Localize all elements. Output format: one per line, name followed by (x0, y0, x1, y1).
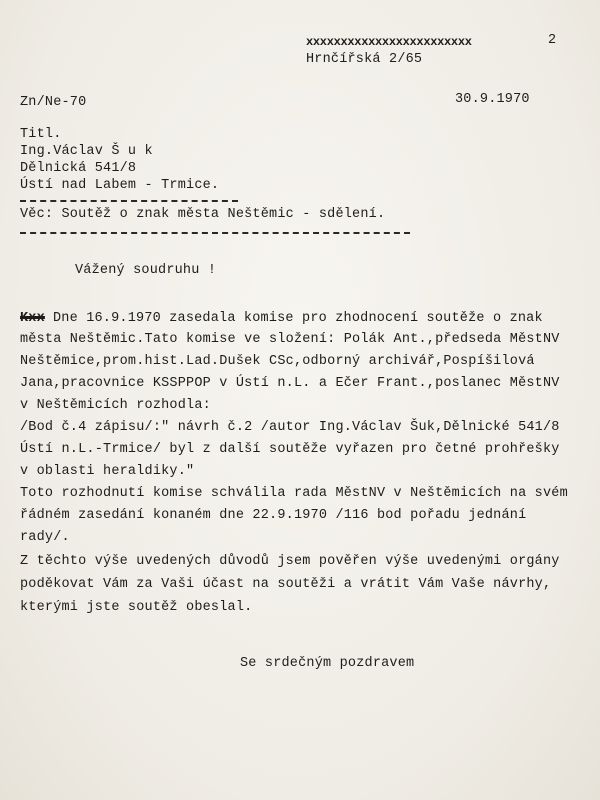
body-line: Z těchto výše uvedených důvodů jsem pověřen výše uvedenými orgány (20, 554, 560, 569)
body-line: Dne 16.9.1970 zasedala komise pro zhodnocení soutěže o znak (53, 311, 543, 326)
salutation: Vážený soudruhu ! (75, 263, 217, 278)
recipient-city: Ústí nad Labem - Trmice. (20, 178, 220, 193)
body-line: Ústí n.L.-Trmice/ byl z další soutěže vyřazen pro četné prohřešky (20, 442, 560, 457)
recipient-street: Dělnická 541/8 (20, 161, 137, 176)
body-line: řádném zasedání konaném dne 22.9.1970 /116 bod pořadu jednání (20, 508, 527, 523)
reference-number: Zn/Ne-70 (20, 95, 87, 110)
body-line: kterými jste soutěž obeslal. (20, 600, 253, 615)
body-line: Toto rozhodnutí komise schválila rada MěstNV v Neštěmicích na svém (20, 486, 568, 501)
closing-greeting: Se srdečným pozdravem (240, 656, 415, 671)
subject-rule-bottom (20, 232, 410, 234)
body-line: poděkovat Vám za Vaši účast na soutěži a vrátit Vám Vaše návrhy, (20, 577, 552, 592)
body-line: v Neštěmicích rozhodla: (20, 398, 211, 413)
body-line: rady/. (20, 530, 70, 545)
body-line: /Bod č.4 zápisu/:" návrh č.2 /autor Ing.Václav Šuk,Dělnické 541/8 (20, 420, 560, 435)
body-line: Jana,pracovnice KSSPPOP v Ústí n.L. a Ečer Frant.,poslanec MěstNV (20, 376, 560, 391)
body-line: města Neštěmic.Tato komise ve složení: Polák Ant.,předseda MěstNV (20, 332, 560, 347)
letter-date: 30.9.1970 (455, 92, 530, 107)
sender-address: Hrnčířská 2/65 (306, 52, 423, 67)
body-line: Neštěmice,prom.hist.Lad.Dušek CSc,odborný archivář,Pospíšilová (20, 354, 535, 369)
redacted-sender-line: xxxxxxxxxxxxxxxxxxxxxxxx (306, 35, 472, 49)
subject-line: Věc: Soutěž o znak města Neštěmic - sdělení. (20, 207, 386, 222)
recipient-name: Ing.Václav Š u k (20, 144, 153, 159)
struck-out-text: Kxx (20, 311, 45, 326)
recipient-title: Titl. (20, 127, 62, 142)
subject-rule-top (20, 200, 238, 202)
page-number: 2 (548, 33, 557, 48)
body-line: v oblasti heraldiky." (20, 464, 195, 479)
